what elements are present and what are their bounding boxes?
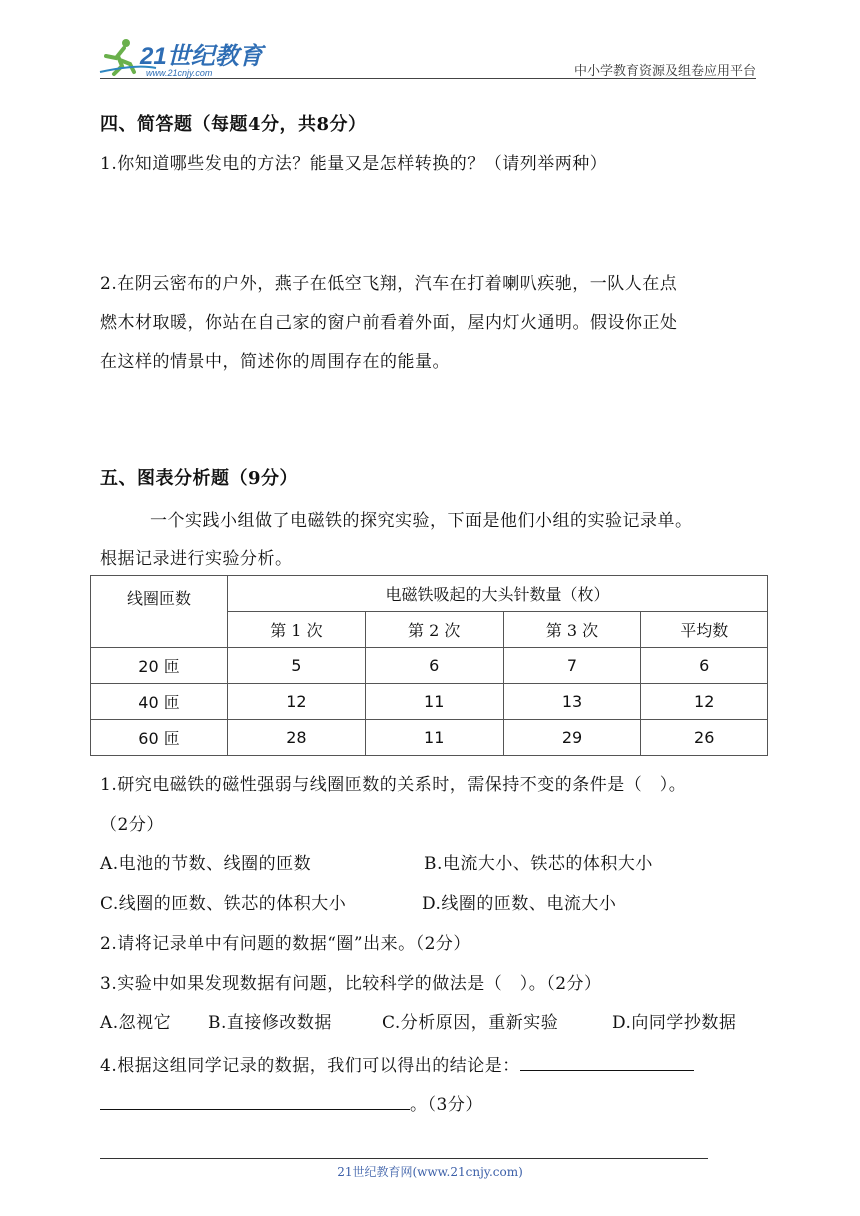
question-1-option-a: A.电池的节数、线圈的匝数 bbox=[100, 854, 312, 874]
table-row bbox=[91, 684, 768, 720]
site-logo bbox=[96, 34, 276, 78]
table-row bbox=[91, 648, 768, 684]
table-cell: 13 bbox=[503, 684, 641, 720]
table-cell: 5 bbox=[228, 648, 366, 684]
table-cell: 26 bbox=[641, 720, 768, 756]
table-header-average: 平均数 bbox=[641, 612, 768, 648]
table-cell: 6 bbox=[365, 648, 503, 684]
section4-question-2-line-3: 在这样的情景中，简述你的周围存在的能量。 bbox=[100, 352, 450, 372]
section5-question-3: 3.实验中如果发现数据有问题，比较科学的做法是（ ）。（2分） bbox=[100, 974, 602, 994]
question-3-option-a: A.忽视它 bbox=[100, 1013, 172, 1033]
question-4-score: 。（3分） bbox=[410, 1095, 483, 1115]
section5-intro-line-1: 一个实践小组做了电磁铁的探究实验，下面是他们小组的实验记录单。 bbox=[150, 511, 693, 531]
table-cell: 11 bbox=[365, 720, 503, 756]
question-1-option-b: B.电流大小、铁芯的体积大小 bbox=[424, 854, 653, 874]
table-cell: 6 bbox=[641, 648, 768, 684]
table-row-label: 40 匝 bbox=[91, 684, 228, 720]
question-4-text: 4.根据这组同学记录的数据，我们可以得出的结论是： bbox=[100, 1056, 520, 1076]
table-header-pin-count: 电磁铁吸起的大头针数量（枚） bbox=[228, 576, 768, 612]
question-3-option-b: B.直接修改数据 bbox=[208, 1013, 332, 1033]
running-man-logo-icon bbox=[96, 34, 276, 78]
section4-question-2-line-2: 燃木材取暖，你站在自己家的窗户前看着外面，屋内灯火通明。假设你正处 bbox=[100, 313, 678, 333]
section5-title: 五、图表分析题（9分） bbox=[100, 468, 299, 489]
footer-divider bbox=[100, 1158, 708, 1159]
header-divider bbox=[100, 78, 756, 79]
logo-url: www.21cnjy.com bbox=[146, 68, 213, 78]
section5-question-1: 1.研究电磁铁的磁性强弱与线圈匝数的关系时，需保持不变的条件是（ ）。 bbox=[100, 775, 687, 795]
table-header-coil-turns: 线圈匝数 bbox=[91, 576, 228, 648]
table-cell: 11 bbox=[365, 684, 503, 720]
table-header-trial-2: 第 2 次 bbox=[365, 612, 503, 648]
section4-question-1: 1.你知道哪些发电的方法？能量又是怎样转换的？（请列举两种） bbox=[100, 154, 608, 174]
answer-blank[interactable] bbox=[100, 1091, 410, 1110]
table-row-label: 20 匝 bbox=[91, 648, 228, 684]
question-1-option-d: D.线圈的匝数、电流大小 bbox=[422, 894, 617, 914]
section4-title: 四、简答题（每题4分，共8分） bbox=[100, 114, 367, 135]
table-header-trial-3: 第 3 次 bbox=[503, 612, 641, 648]
logo-text: 21世纪教育 bbox=[140, 43, 263, 70]
answer-blank[interactable] bbox=[520, 1052, 694, 1071]
table-row-label: 60 匝 bbox=[91, 720, 228, 756]
section4-question-2-line-1: 2.在阴云密布的户外，燕子在低空飞翔，汽车在打着喇叭疾驰，一队人在点 bbox=[100, 274, 678, 294]
table-cell: 7 bbox=[503, 648, 641, 684]
question-3-option-c: C.分析原因，重新实验 bbox=[382, 1013, 559, 1033]
experiment-record-table bbox=[90, 575, 768, 756]
question-3-option-d: D.向同学抄数据 bbox=[612, 1013, 737, 1033]
section5-question-2: 2.请将记录单中有问题的数据“圈”出来。（2分） bbox=[100, 934, 471, 954]
section5-question-4-continued bbox=[100, 1091, 483, 1117]
table-cell: 28 bbox=[228, 720, 366, 756]
table-cell: 29 bbox=[503, 720, 641, 756]
question-1-option-c: C.线圈的匝数、铁芯的体积大小 bbox=[100, 894, 347, 914]
section5-question-1-score: （2分） bbox=[100, 815, 164, 835]
table-cell: 12 bbox=[641, 684, 768, 720]
footer-site-link[interactable]: 21世纪教育网(www.21cnjy.com) bbox=[337, 1165, 523, 1179]
table-header-trial-1: 第 1 次 bbox=[228, 612, 366, 648]
section5-intro-line-2: 根据记录进行实验分析。 bbox=[100, 549, 293, 569]
table-row bbox=[91, 720, 768, 756]
section5-question-4 bbox=[100, 1052, 694, 1078]
header-platform-text: 中小学教育资源及组卷应用平台 bbox=[573, 64, 756, 79]
table-cell: 12 bbox=[228, 684, 366, 720]
